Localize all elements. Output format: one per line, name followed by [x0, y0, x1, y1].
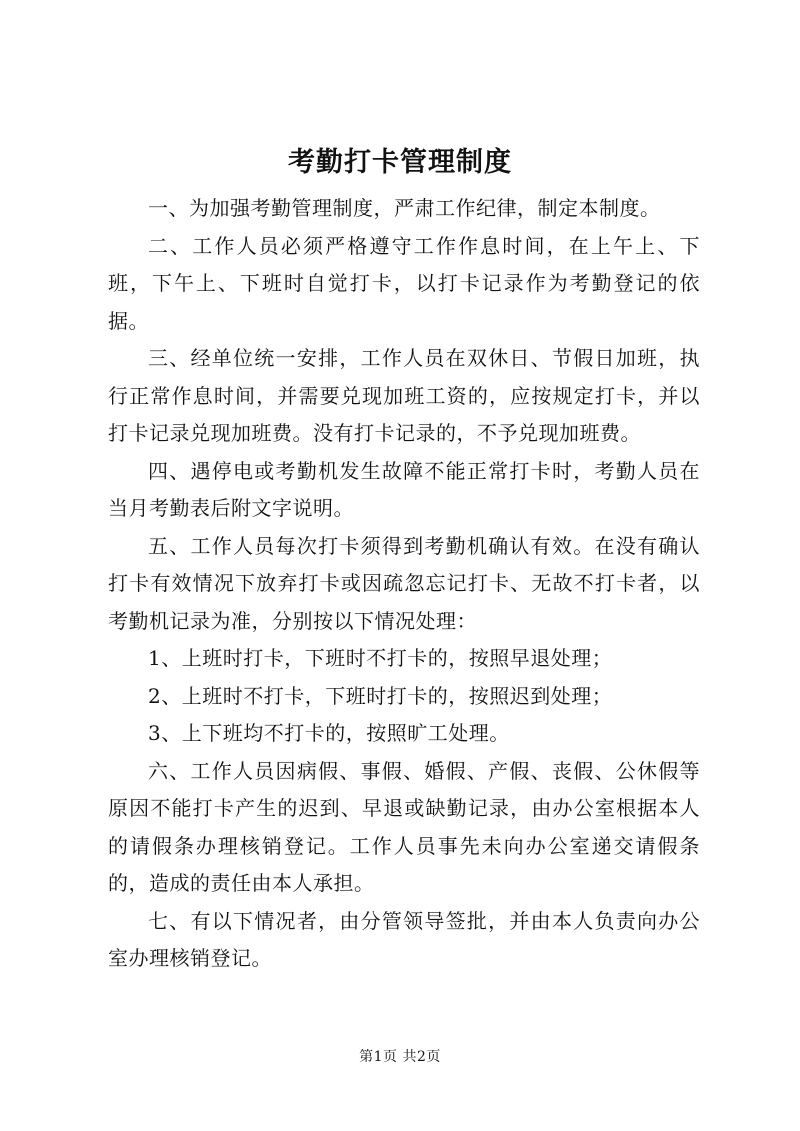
list-item-2: 2、上班时不打卡，下班时打卡的，按照迟到处理；: [148, 683, 613, 708]
paragraph-4: 四、遇停电或考勤机发生故障不能正常打卡时，考勤人员在当月考勤表后附文字说明。: [108, 458, 700, 520]
paragraph-6: 六、工作人员因病假、事假、婚假、产假、丧假、公休假等原因不能打卡产生的迟到、早退或缺勤记录，由办公室根据本人的请假条办理核销登记。工作人员事先未向办公室递交请假条的，造成的责任由本人承担。: [108, 758, 700, 895]
paragraph-1: 一、为加强考勤管理制度，严肃工作纪律，制定本制度。: [148, 196, 661, 220]
list-item-3: 3、上下班均不打卡的，按照旷工处理。: [148, 721, 510, 745]
paragraph-3: 三、经单位统一安排，工作人员在双休日、节假日加班，执行正常作息时间，并需要兑现加班工资的，应按规定打卡，并以打卡记录兑现加班费。没有打卡记录的，不予兑现加班费。: [108, 346, 700, 445]
paragraph-7: 七、有以下情况者，由分管领导签批，并由本人负责向办公室办理核销登记。: [108, 908, 700, 970]
paragraph-5: 五、工作人员每次打卡须得到考勤机确认有效。在没有确认打卡有效情况下放弃打卡或因疏忽忘记打卡、无故不打卡者，以考勤机记录为准，分别按以下情况处理：: [108, 533, 700, 633]
list-item-1: 1、上班时打卡，下班时不打卡的，按照早退处理；: [148, 646, 613, 670]
page-number-footer: 第1页 共2页: [359, 1049, 441, 1065]
document-title: 考勤打卡管理制度: [288, 147, 512, 178]
paragraph-2: 二、工作人员必须严格遵守工作作息时间，在上午上、下班，下午上、下班时自觉打卡，以打卡记录作为考勤登记的依据。: [108, 233, 700, 333]
document-body: [108, 190, 700, 978]
